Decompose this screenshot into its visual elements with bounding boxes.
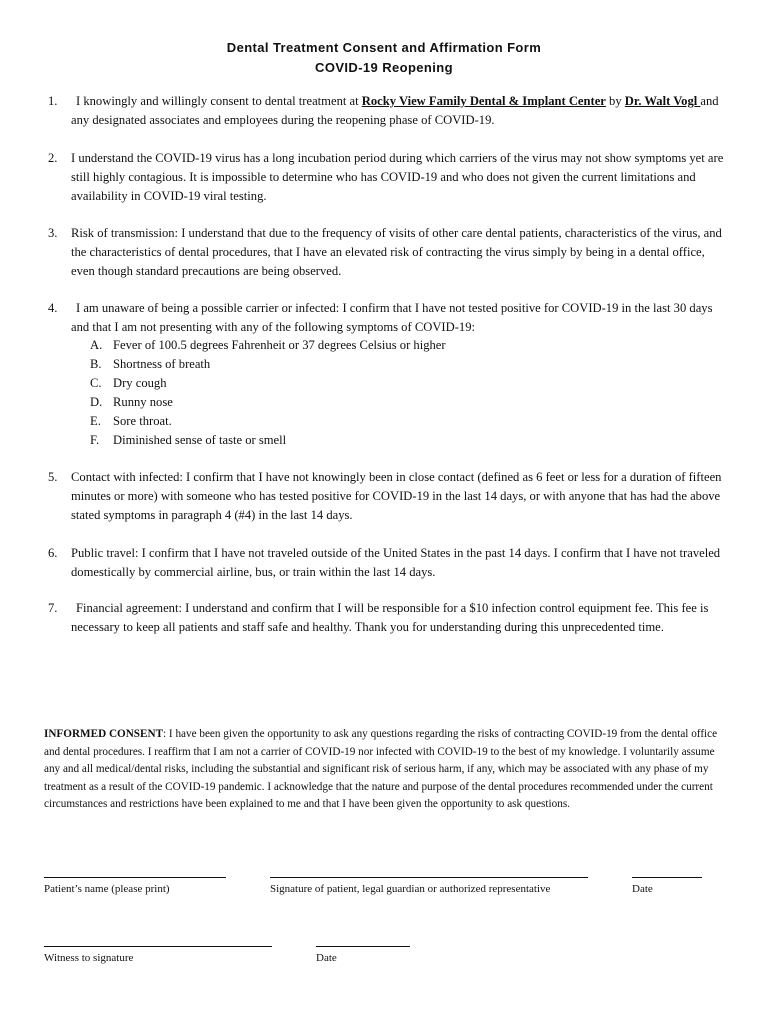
item-body: Financial agreement: I understand and confirm that I will be responsible for a $10 infection control equipment fee. This fee is necessary to keep all patients and staff safe and healthy. Thank you for understanding during this unprecedented time. xyxy=(71,601,709,634)
item-2 xyxy=(48,149,728,206)
signature-line[interactable] xyxy=(270,877,588,878)
item-number: 7. xyxy=(48,601,58,615)
item-number: 4. xyxy=(48,301,58,315)
symptom-item: F. Diminished sense of taste or smell xyxy=(90,433,287,447)
practice-name: Rocky View Family Dental & Implant Center xyxy=(361,94,606,108)
symptom-item: A. Fever of 100.5 degrees Fahrenheit or 37 degrees Celsius or higher xyxy=(90,338,446,352)
item-7 xyxy=(48,599,728,637)
item-4 xyxy=(48,299,728,337)
date-line-2[interactable] xyxy=(316,946,410,947)
item-6 xyxy=(48,544,728,582)
symptom-item: B. Shortness of breath xyxy=(90,357,211,371)
symptom-item: D. Runny nose xyxy=(90,395,173,409)
doctor-name: Dr. Walt Vogl xyxy=(624,94,701,108)
item-body: Public travel: I confirm that I have not traveled outside of the United States in the past 14 days. I confirm that I have not traveled domestically by commercial airline, bus, or train within the last 14 days. xyxy=(71,546,721,579)
item-number: 5. xyxy=(48,470,58,484)
witness-line[interactable] xyxy=(44,946,272,947)
item-number: 6. xyxy=(48,546,58,560)
item-5 xyxy=(48,468,728,525)
consent-heading: INFORMED CONSENT xyxy=(44,728,164,740)
form-subtitle: COVID-19 Reopening xyxy=(315,60,453,75)
item-number: 1. xyxy=(48,94,58,108)
item-number: 2. xyxy=(48,151,58,165)
patient-name-line[interactable] xyxy=(44,877,226,878)
item-1 xyxy=(48,92,728,130)
date-line-1[interactable] xyxy=(632,877,702,878)
item-body: I knowingly and willingly consent to dental treatment at Rocky View Family Dental & Implant Center by Dr. Walt Vogl and any designated associates and employees during the reopening phase of COVID-19. xyxy=(71,94,719,127)
consent-text: : I have been given the opportunity to ask any questions regarding the risks of contracting COVID-19 from the dental office and dental procedures. I reaffirm that I am not a carrier of COVID-19 nor infected with COVID-19 to the best of my knowledge. I voluntarily assume any and all medical/dental risks, including the substantial and significant risk of serious harm, if any, which may be associated with any phase of my treatment as a result of the COVID-19 pandemic. I acknowledge that the nature and purpose of the dental procedures recommended under the current circumstances and restrictions have been explained to me and that I have been given the opportunity to ask questions. xyxy=(44,728,718,810)
informed-consent xyxy=(44,726,724,814)
item-body: Contact with infected: I confirm that I have not knowingly been in close contact (defined as 6 feet or less for a duration of fifteen minutes or more) with someone who has tested positive for COVID-19 in the last 14 days, or with anyone that has had the above stated symptoms in paragraph 4 (#4) in the last 14 days. xyxy=(71,470,722,522)
witness-label: Witness to signature xyxy=(44,952,134,964)
item-body: I understand the COVID-19 virus has a long incubation period during which carriers of the virus may not show symptoms yet are still highly contagious. It is impossible to determine who has COVID-19 and who does not given the current limitations and availability in COVID-19 viral testing. xyxy=(71,151,724,203)
form-title: Dental Treatment Consent and Affirmation Form xyxy=(226,40,542,55)
symptom-item: E. Sore throat. xyxy=(90,414,172,428)
signature-label: Signature of patient, legal guardian or authorized representative xyxy=(270,883,551,895)
item-body: I am unaware of being a possible carrier or infected: I confirm that I have not tested positive for COVID-19 in the last 30 days and that I am not presenting with any of the following symptoms of COVID-19: xyxy=(71,301,713,334)
item-number: 3. xyxy=(48,226,58,240)
item-3 xyxy=(48,224,728,281)
date-label-2: Date xyxy=(316,952,337,964)
item-body: Risk of transmission: I understand that due to the frequency of visits of other care dental patients, characteristics of the virus, and the characteristics of dental procedures, that I have an elevated risk of contracting the virus simply by being in a dental office, even though standard precautions are being observed. xyxy=(71,226,722,278)
date-label-1: Date xyxy=(632,883,653,895)
symptom-item: C. Dry cough xyxy=(90,376,167,390)
patient-name-label: Patient’s name (please print) xyxy=(44,883,170,895)
